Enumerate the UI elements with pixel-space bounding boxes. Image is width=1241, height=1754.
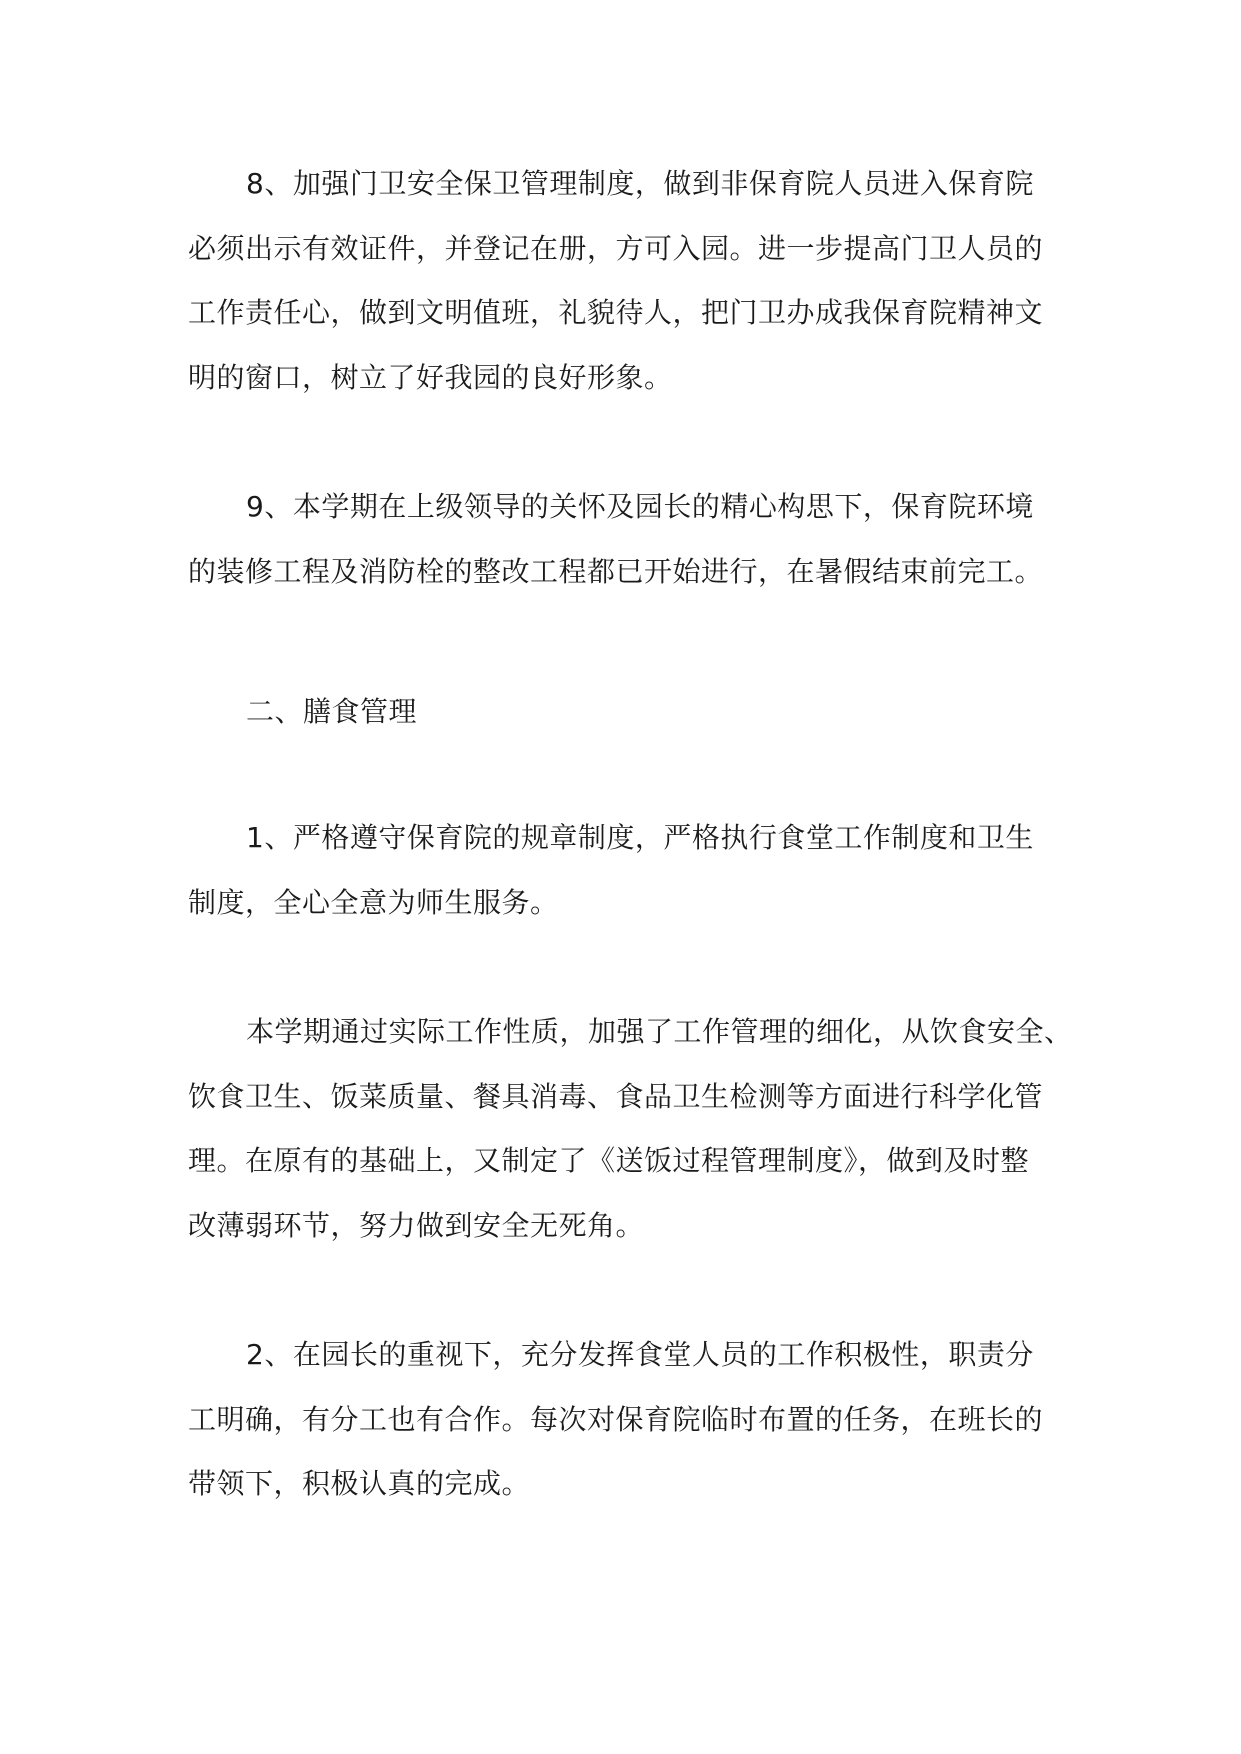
paragraph-item-1 bbox=[188, 806, 1058, 935]
paragraph-line: 必须出示有效证件，并登记在册，方可入园。进一步提高门卫人员的 bbox=[188, 231, 1044, 265]
paragraph-item-9 bbox=[188, 475, 1058, 604]
paragraph-item-8 bbox=[188, 152, 1058, 410]
paragraph-item-2 bbox=[188, 1323, 1058, 1517]
paragraph-line: 理。在原有的基础上，又制定了《送饭过程管理制度》，做到及时整 bbox=[188, 1144, 1030, 1177]
paragraph-line: 制度，全心全意为师生服务。 bbox=[188, 885, 559, 919]
paragraph-line: 9、本学期在上级领导的关怀及园长的精心构思下，保育院环境 bbox=[246, 490, 1034, 523]
paragraph-line: 带领下，积极认真的完成。 bbox=[188, 1467, 531, 1500]
section-heading bbox=[188, 680, 1058, 745]
paragraph-semester bbox=[188, 1000, 1073, 1258]
paragraph-line: 改薄弱环节，努力做到安全无死角。 bbox=[188, 1208, 645, 1242]
paragraph-line: 明的窗口，树立了好我园的良好形象。 bbox=[188, 360, 673, 394]
section-heading-text: 二、膳食管理 bbox=[246, 695, 418, 728]
paragraph-line: 2、在园长的重视下，充分发挥食堂人员的工作积极性，职责分 bbox=[246, 1338, 1034, 1371]
paragraph-line: 饮食卫生、饭菜质量、餐具消毒、食品卫生检测等方面进行科学化管 bbox=[188, 1079, 1044, 1113]
paragraph-line: 工明确，有分工也有合作。每次对保育院临时布置的任务，在班长的 bbox=[188, 1402, 1044, 1436]
paragraph-line: 本学期通过实际工作性质，加强了工作管理的细化，从饮食安全、 bbox=[246, 1015, 1073, 1048]
paragraph-line: 的装修工程及消防栓的整改工程都已开始进行，在暑假结束前完工。 bbox=[188, 554, 1044, 588]
paragraph-line: 工作责任心，做到文明值班，礼貌待人，把门卫办成我保育院精神文 bbox=[188, 296, 1044, 329]
paragraph-line: 1、严格遵守保育院的规章制度，严格执行食堂工作制度和卫生 bbox=[246, 821, 1034, 854]
paragraph-line: 8、加强门卫安全保卫管理制度，做到非保育院人员进入保育院 bbox=[246, 167, 1034, 200]
